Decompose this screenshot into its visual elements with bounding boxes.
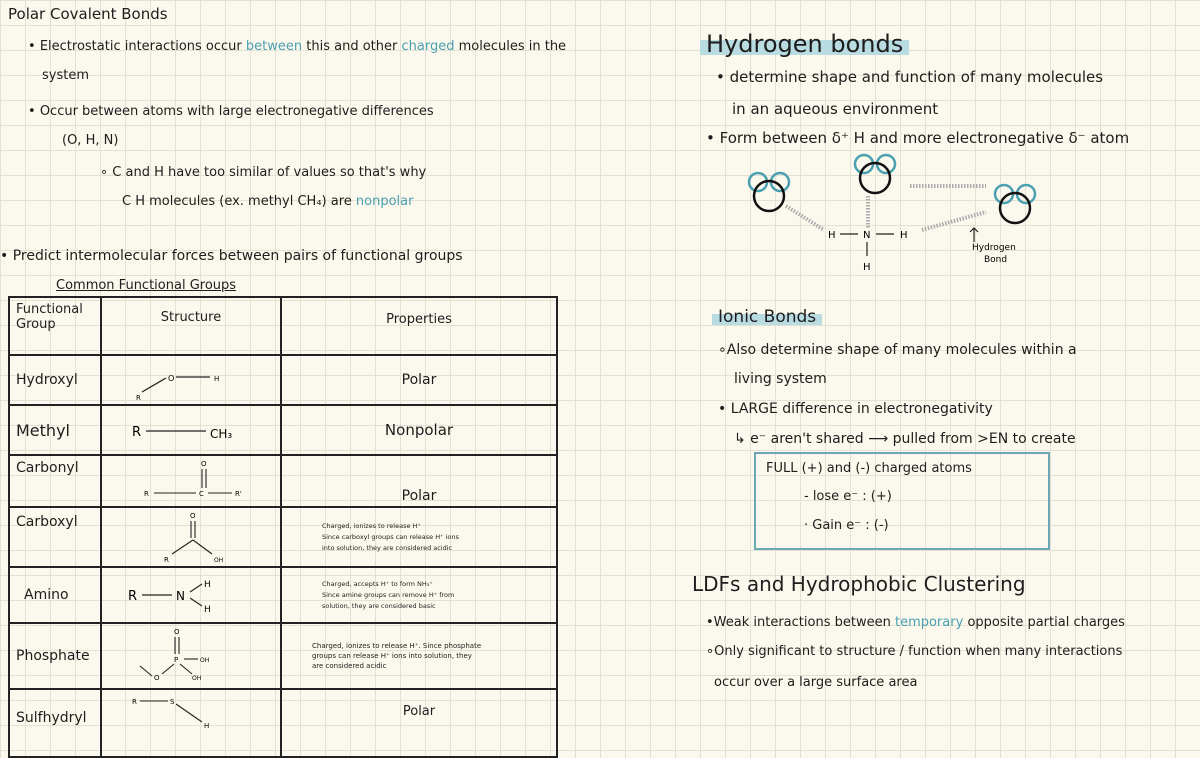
- polar-bullet-1: • Electrostatic interactions occur between this and other charged molecules in the: [28, 39, 567, 54]
- hbond-label-2: Bond: [984, 255, 1008, 265]
- hbond-label-1: Hydrogen: [972, 243, 1016, 253]
- ldf-bullet-2: ∘Only significant to structure / function when many interactions: [706, 644, 1123, 659]
- polar-sub-bullet: ∘ C and H have too similar of values so that's why: [100, 165, 427, 180]
- property-line: Charged, ionizes to release H⁺. Since phosphate: [312, 642, 482, 650]
- ldf-bullet-1-pre: Weak interactions between: [713, 615, 891, 630]
- structure-hydroxyl: [101, 355, 281, 405]
- atom-r: R: [164, 556, 169, 564]
- group-name: Phosphate: [9, 623, 101, 689]
- group-property-detail: [281, 507, 557, 567]
- functional-groups-table: [8, 296, 558, 758]
- hbond-bullet-1-line2: in an aqueous environment: [732, 100, 939, 118]
- group-name: Methyl: [9, 405, 101, 455]
- word-charged: charged: [401, 39, 455, 54]
- hbond-bullet-1: • determine shape and function of many molecules: [716, 68, 1104, 86]
- hydroxyl-structure: [102, 356, 281, 404]
- table-row: [9, 455, 557, 507]
- predict-text: Predict intermolecular forces between pairs of functional groups: [12, 248, 463, 264]
- header-properties: Properties: [281, 297, 557, 355]
- polar-bullet-1-pre: Electrostatic interactions occur: [39, 39, 242, 54]
- ldf-title: LDFs and Hydrophobic Clustering: [692, 572, 1026, 596]
- polar-bullet-2: • Occur between atoms with large electronegative differences: [28, 104, 434, 119]
- group-ch3: CH₃: [210, 427, 233, 441]
- group-property: Polar: [281, 689, 557, 757]
- structure-sulfhydryl: [101, 689, 281, 757]
- atom-o: O: [174, 628, 180, 636]
- atom-h: H: [828, 230, 836, 241]
- property-line: Charged, ionizes to release H⁺: [322, 521, 421, 530]
- ionic-bullet-2-text: LARGE difference in electronegativity: [730, 401, 993, 417]
- atom-oh: OH: [214, 557, 224, 564]
- word-nonpolar: nonpolar: [355, 194, 414, 209]
- atom-h: H: [900, 230, 908, 241]
- group-property: Polar: [281, 455, 557, 507]
- atom-rprime: R': [235, 490, 242, 498]
- atom-oh: OH: [200, 657, 210, 664]
- hbond-bullet-2-text: Form between δ⁺ H and more electronegative δ⁻ atom: [719, 129, 1130, 147]
- property-line: groups can release H⁺ ions into solution, they: [312, 652, 472, 660]
- header-functional-group: Functional Group: [9, 297, 101, 355]
- property-line: Charged, accepts H⁺ to form NH₃⁺: [322, 579, 433, 588]
- hydrogen-bonds-title-text: Hydrogen bonds: [700, 30, 909, 58]
- polar-bullet-1-post: molecules in the: [458, 39, 567, 54]
- polar-bullet-2-text: Occur between atoms with large electronegative differences: [39, 104, 434, 119]
- box-line-2: · Gain e⁻ : (-): [804, 518, 889, 533]
- ionic-bonds-title: [712, 307, 822, 327]
- group-property: Nonpolar: [281, 405, 557, 455]
- hydrogen-bond-diagram: [740, 150, 1060, 280]
- atom-r: R: [144, 490, 149, 498]
- polar-sub-line2: [122, 194, 413, 209]
- ldf-bullet-2-text: Only significant to structure / function when many interactions: [714, 644, 1123, 659]
- water-molecule-right-icon: [995, 185, 1035, 223]
- atom-oh: OH: [192, 675, 202, 682]
- atom-o: O: [190, 512, 196, 520]
- atom-n: N: [863, 230, 871, 241]
- ldf-bullet-1-post: opposite partial charges: [967, 615, 1125, 630]
- atom-r: R: [136, 394, 141, 402]
- phosphate-structure: [102, 624, 281, 688]
- table-row: [9, 507, 557, 567]
- polar-sub-line2-pre: C H molecules (ex. methyl CH₄) are: [122, 194, 352, 209]
- atom-n: N: [176, 589, 185, 603]
- polar-bullet-1-mid: this and other: [306, 39, 398, 54]
- atom-h: H: [214, 375, 220, 383]
- structure-carboxyl: [101, 507, 281, 567]
- polar-bullet-1-line2: system: [42, 68, 89, 83]
- hbond-bullet-1-text: determine shape and function of many molecules: [729, 68, 1104, 86]
- polar-bullet-2-line2: (O, H, N): [62, 133, 119, 148]
- ionic-bullet-1: ∘Also determine shape of many molecules within a: [718, 342, 1077, 358]
- carbonyl-structure: [102, 456, 281, 506]
- structure-methyl: [101, 405, 281, 455]
- structure-carbonyl: [101, 455, 281, 507]
- box-title: FULL (+) and (-) charged atoms: [766, 461, 972, 476]
- amino-structure: [102, 568, 281, 622]
- atom-h: H: [204, 580, 211, 590]
- hydrogen-bonds-title: [700, 30, 909, 58]
- structure-amino: [101, 567, 281, 623]
- group-name: Hydroxyl: [9, 355, 101, 405]
- atom-h: H: [863, 262, 871, 273]
- ldf-bullet-1: •Weak interactions between temporary opposite partial charges: [706, 615, 1125, 630]
- sulfhydryl-structure: [102, 690, 281, 756]
- table-header-row: [9, 297, 557, 355]
- property-line: are considered acidic: [312, 662, 387, 670]
- group-name: Carboxyl: [9, 507, 101, 567]
- atom-r: R: [128, 589, 138, 604]
- group-property: Polar: [281, 355, 557, 405]
- property-line: into solution, they are considered acidic: [322, 543, 453, 552]
- ionic-bullet-1-line2: living system: [734, 371, 827, 387]
- table-caption: Common Functional Groups: [56, 278, 237, 293]
- group-name: Amino: [9, 567, 101, 623]
- table-row: [9, 567, 557, 623]
- atom-h: H: [204, 605, 211, 615]
- group-property-detail: [281, 567, 557, 623]
- atom-r: R: [132, 425, 142, 440]
- predict-line: • Predict intermolecular forces between pairs of functional groups: [0, 248, 463, 264]
- carboxyl-structure: [102, 508, 281, 566]
- property-line: solution, they are considered basic: [322, 601, 436, 610]
- group-name: Carbonyl: [9, 455, 101, 507]
- table-row: [9, 405, 557, 455]
- property-line: Since amine groups can remove H⁺ from: [322, 590, 455, 599]
- atom-p: P: [174, 656, 179, 664]
- group-name: Sulfhydryl: [9, 689, 101, 757]
- polar-covalent-title: Polar Covalent Bonds: [8, 5, 168, 23]
- atom-c: C: [199, 490, 204, 498]
- word-temporary: temporary: [894, 615, 964, 630]
- box-line-1: - lose e⁻ : (+): [804, 489, 892, 504]
- methyl-structure: [102, 406, 281, 454]
- ldf-bullet-2-line2: occur over a large surface area: [714, 675, 918, 690]
- table-row: [9, 689, 557, 757]
- header-structure: Structure: [101, 297, 281, 355]
- property-line: Since carboxyl groups can release H⁺ ions: [322, 532, 459, 541]
- atom-o: O: [154, 674, 160, 682]
- atom-r: R: [132, 698, 137, 706]
- ionic-bullet-2: • LARGE difference in electronegativity: [718, 401, 993, 417]
- table-row: [9, 355, 557, 405]
- group-property-detail: [281, 623, 557, 689]
- water-molecule-top-icon: [855, 155, 895, 193]
- atom-s: S: [170, 698, 175, 706]
- word-between: between: [245, 39, 303, 54]
- atom-o: O: [168, 374, 175, 383]
- atom-o: O: [201, 460, 207, 468]
- ionic-bonds-title-text: Ionic Bonds: [712, 307, 822, 327]
- ionic-arrow-line: ↳ e⁻ aren't shared ⟶ pulled from >EN to create: [734, 431, 1076, 447]
- water-molecule-left-icon: [749, 173, 789, 211]
- hbond-bullet-2: • Form between δ⁺ H and more electronegative δ⁻ atom: [706, 129, 1130, 147]
- table-row: [9, 623, 557, 689]
- structure-phosphate: [101, 623, 281, 689]
- ionic-bullet-1-text: Also determine shape of many molecules within a: [726, 342, 1077, 358]
- arrow-up-icon: [970, 228, 978, 242]
- atom-h: H: [204, 722, 210, 730]
- polar-sub-line1: C and H have too similar of values so that's why: [112, 165, 427, 180]
